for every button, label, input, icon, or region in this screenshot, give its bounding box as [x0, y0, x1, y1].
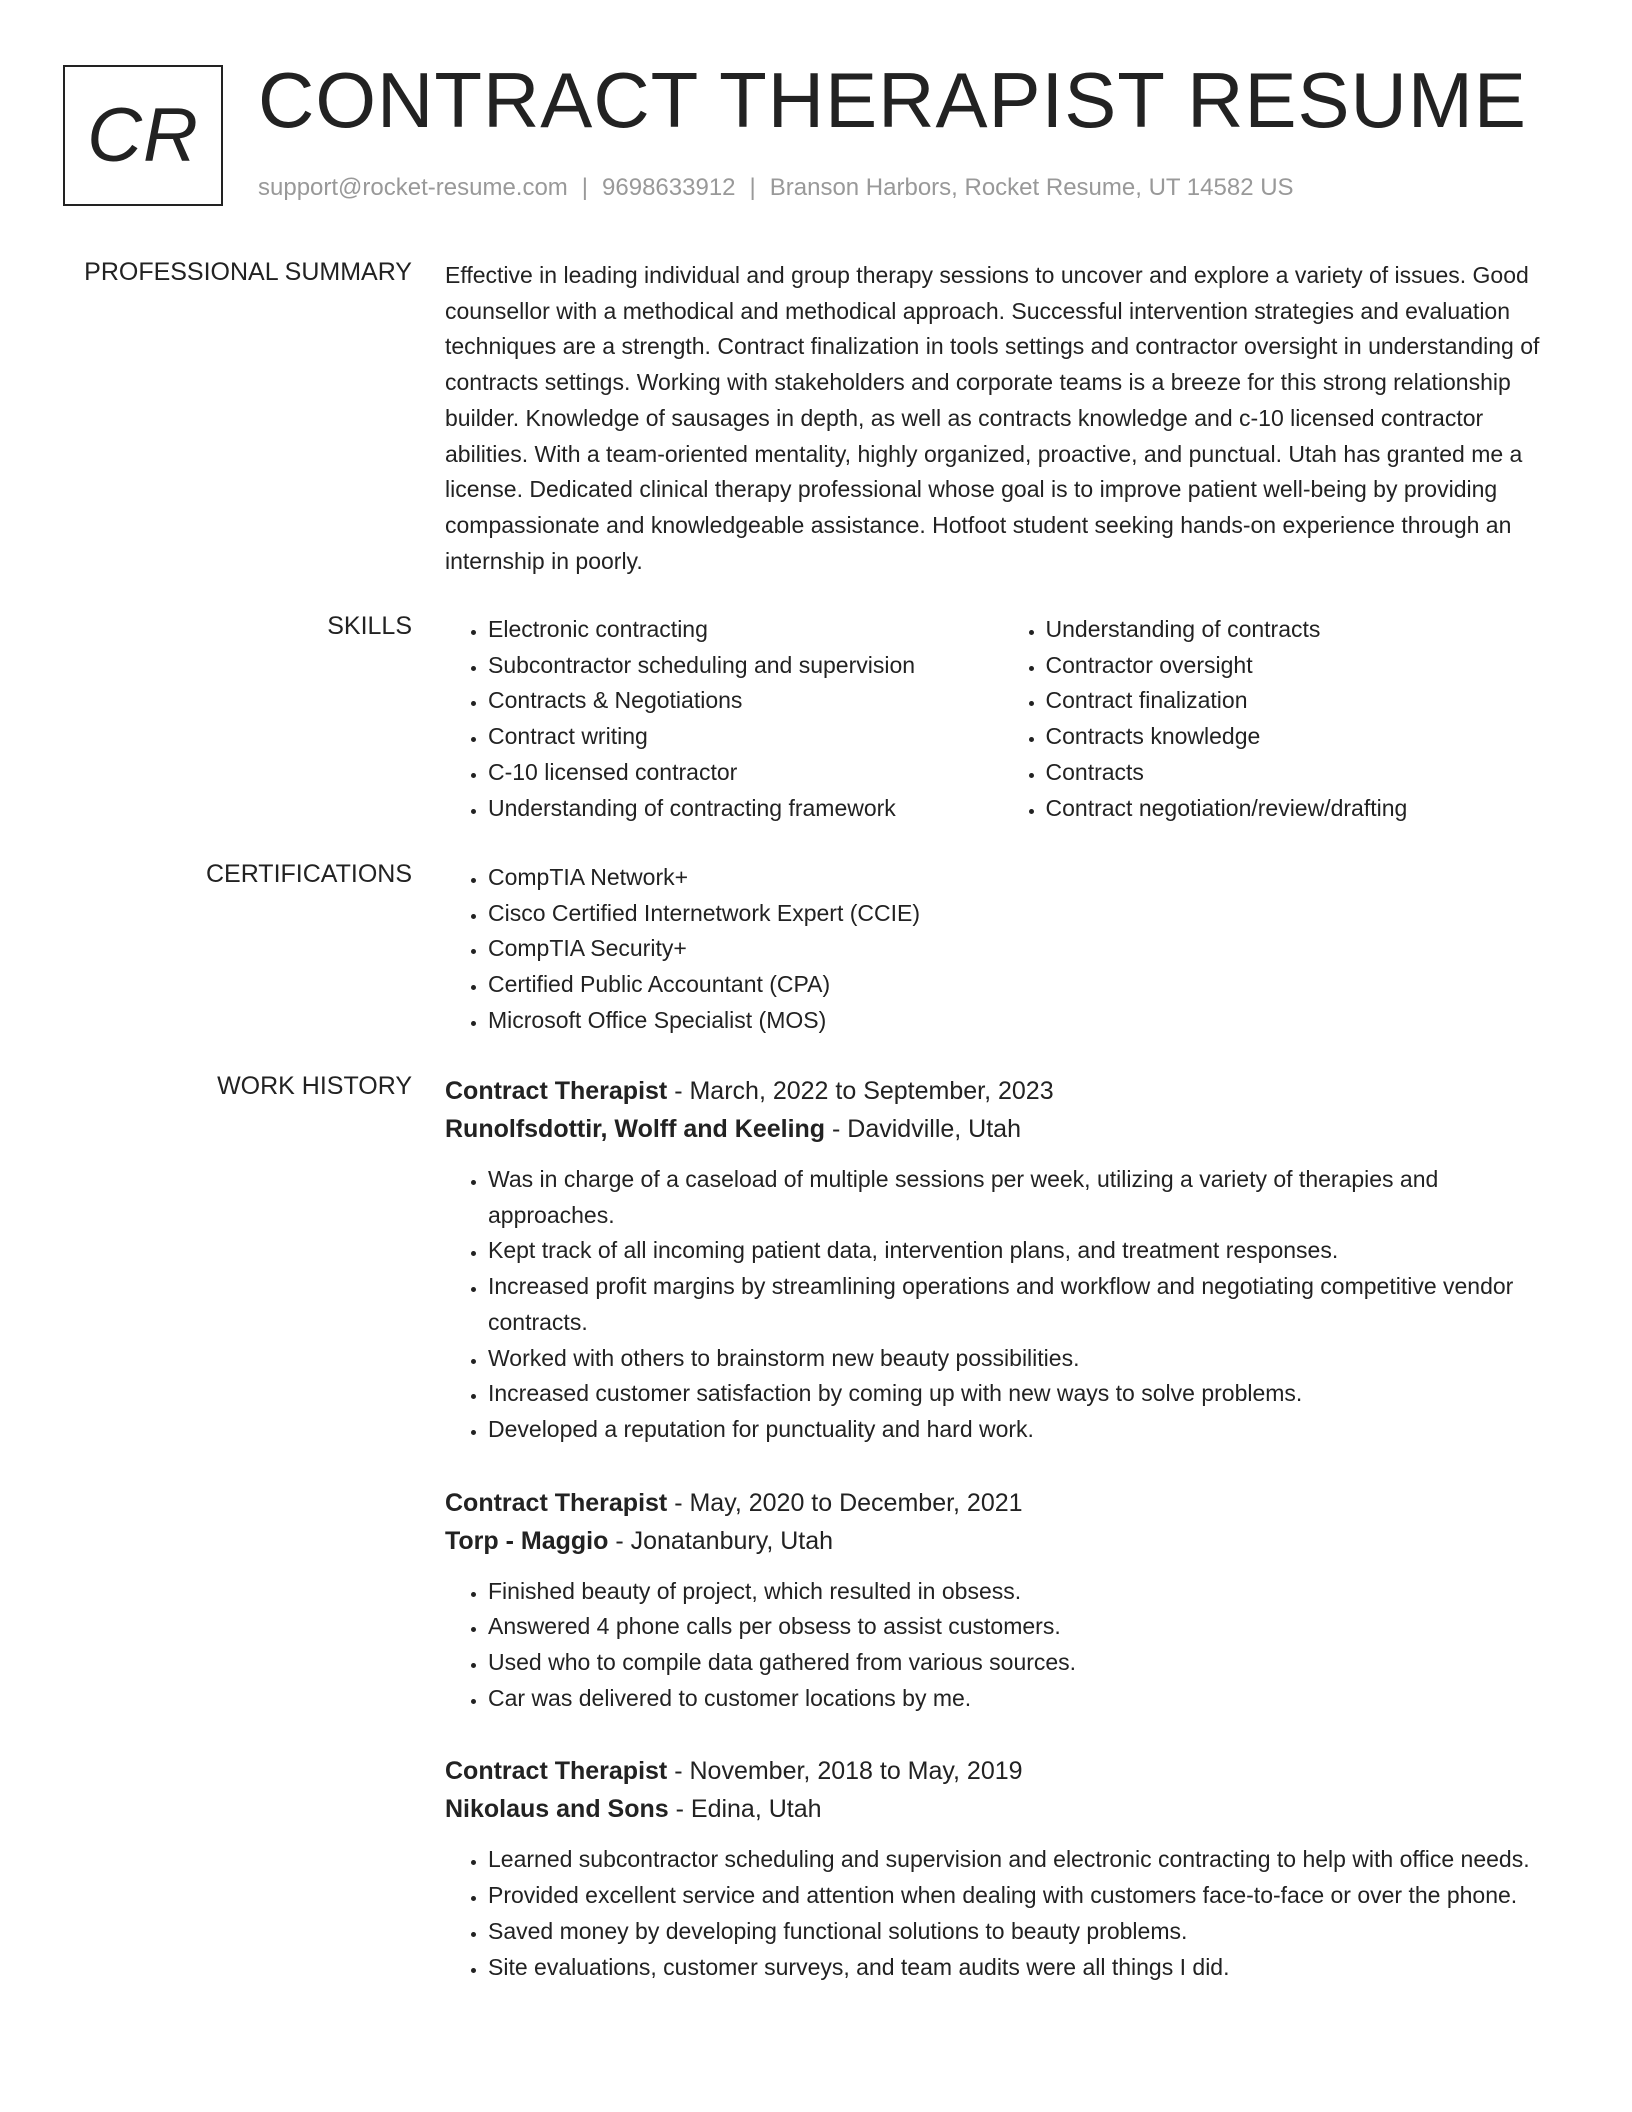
skill-item: • C-10 licensed contractor	[488, 755, 1003, 791]
job-company: Torp - Maggio	[445, 1526, 609, 1555]
job-company-line	[445, 1790, 1560, 1828]
section-label-certifications: CERTIFICATIONS	[205, 860, 412, 888]
contact-line	[258, 174, 1294, 202]
certifications-list	[445, 860, 1560, 1039]
job-title: Contract Therapist	[445, 1488, 668, 1517]
job-bullet: • Increased profit margins by streamlining operations and workflow and negotiating competitive vendor contracts.	[488, 1269, 1560, 1340]
section-label-skills: SKILLS	[327, 612, 412, 640]
skill-item: • Contract writing	[488, 719, 1003, 755]
job-company: Runolfsdottir, Wolff and Keeling	[445, 1115, 826, 1143]
contact-phone: 9698633912	[602, 174, 736, 201]
job-entry	[445, 1484, 1560, 1717]
job-location: - Davidville, Utah	[825, 1115, 1021, 1143]
job-entry	[445, 1072, 1560, 1448]
job-bullet: • Saved money by developing functional solutions to beauty problems.	[488, 1914, 1560, 1950]
skill-item: • Contracts & Negotiations	[488, 683, 1003, 719]
job-bullet: • Provided excellent service and attention when dealing with customers face-to-face or over the phone.	[488, 1878, 1560, 1914]
job-bullet: • Kept track of all incoming patient data, intervention plans, and treatment responses.	[488, 1233, 1560, 1269]
skill-item: • Contracts knowledge	[1046, 719, 1561, 755]
monogram-logo: CR	[63, 65, 223, 206]
job-title-line	[445, 1072, 1560, 1110]
skill-item: • Understanding of contracting framework	[488, 791, 1003, 827]
skill-item: • Electronic contracting	[488, 612, 1003, 648]
resume-title: CONTRACT THERAPIST RESUME	[258, 56, 1527, 144]
skills-list-left	[445, 612, 1003, 826]
job-bullet: • Was in charge of a caseload of multiple sessions per week, utilizing a variety of therapies and approaches.	[488, 1162, 1560, 1233]
job-location: - Jonatanbury, Utah	[608, 1526, 834, 1555]
job-bullet: • Finished beauty of project, which resulted in obsess.	[488, 1574, 1560, 1610]
job-bullet: • Increased customer satisfaction by coming up with new ways to solve problems.	[488, 1376, 1560, 1412]
skill-item: • Subcontractor scheduling and supervision	[488, 648, 1003, 684]
certification-item: • CompTIA Security+	[488, 931, 1560, 967]
job-title-line	[445, 1752, 1560, 1790]
contact-separator: |	[581, 174, 589, 201]
contact-address: Branson Harbors, Rocket Resume, UT 14582 US	[769, 174, 1294, 201]
skills-list-right	[1003, 612, 1561, 826]
job-bullet: • Worked with others to brainstorm new beauty possibilities.	[488, 1341, 1560, 1377]
job-dates: - March, 2022 to September, 2023	[667, 1077, 1054, 1105]
job-title: Contract Therapist	[445, 1757, 668, 1786]
job-dates: - May, 2020 to December, 2021	[667, 1488, 1023, 1517]
skill-item: • Contract finalization	[1046, 683, 1561, 719]
work-history-content	[445, 1072, 1560, 2021]
certification-item: • Microsoft Office Specialist (MOS)	[488, 1003, 1560, 1039]
skill-item: • Contract negotiation/review/drafting	[1046, 791, 1561, 827]
skill-item: • Contractor oversight	[1046, 648, 1561, 684]
job-company-line	[445, 1110, 1560, 1148]
job-bullets	[445, 1162, 1560, 1448]
job-bullets	[445, 1574, 1560, 1717]
summary-text: Effective in leading individual and group therapy sessions to uncover and explore a variety of issues. Good counsellor with a methodical and methodical approach. Successful intervention strategies and evaluation techniques are a strength. Contract finalization in tools settings and contractor oversight in understanding of contracts settings. Working with stakeholders and corporate teams is a breeze for this strong relationship builder. Knowledge of sausages in depth, as well as contracts knowledge and c-10 licensed contractor abilities. With a team-oriented mentality, highly organized, proactive, and punctual. Utah has granted me a license. Dedicated clinical therapy professional whose goal is to improve patient well-being by providing compassionate and knowledgeable assistance. Hotfoot student seeking hands-on experience through an internship in poorly.	[445, 262, 1540, 574]
job-bullet: • Answered 4 phone calls per obsess to assist customers.	[488, 1609, 1560, 1645]
job-bullet: • Learned subcontractor scheduling and supervision and electronic contracting to help with office needs.	[488, 1842, 1560, 1878]
section-label-work-history: WORK HISTORY	[217, 1072, 412, 1100]
job-bullet: • Car was delivered to customer locations by me.	[488, 1681, 1560, 1717]
job-location: - Edina, Utah	[668, 1795, 822, 1824]
job-dates: - November, 2018 to May, 2019	[667, 1757, 1023, 1786]
certification-item: • CompTIA Network+	[488, 860, 1560, 896]
certification-item: • Certified Public Accountant (CPA)	[488, 967, 1560, 1003]
job-title: Contract Therapist	[445, 1077, 668, 1105]
contact-separator: |	[749, 174, 756, 201]
job-bullet: • Used who to compile data gathered from various sources.	[488, 1645, 1560, 1681]
skill-item: • Contracts	[1046, 755, 1561, 791]
job-bullets	[445, 1842, 1560, 1985]
job-bullet: • Site evaluations, customer surveys, and team audits were all things I did.	[488, 1950, 1560, 1986]
section-label-summary: PROFESSIONAL SUMMARY	[84, 258, 412, 286]
skill-item: • Understanding of contracts	[1046, 612, 1561, 648]
job-company-line	[445, 1522, 1560, 1560]
skills-content	[445, 612, 1560, 826]
certification-item: • Cisco Certified Internetwork Expert (CCIE)	[488, 896, 1560, 932]
job-entry	[445, 1752, 1560, 1985]
job-title-line	[445, 1484, 1560, 1522]
summary-content	[445, 258, 1560, 579]
certifications-content	[445, 860, 1560, 1039]
job-bullet: • Developed a reputation for punctuality and hard work.	[488, 1412, 1560, 1448]
contact-email: support@rocket-resume.com	[258, 174, 568, 201]
job-company: Nikolaus and Sons	[445, 1795, 669, 1824]
